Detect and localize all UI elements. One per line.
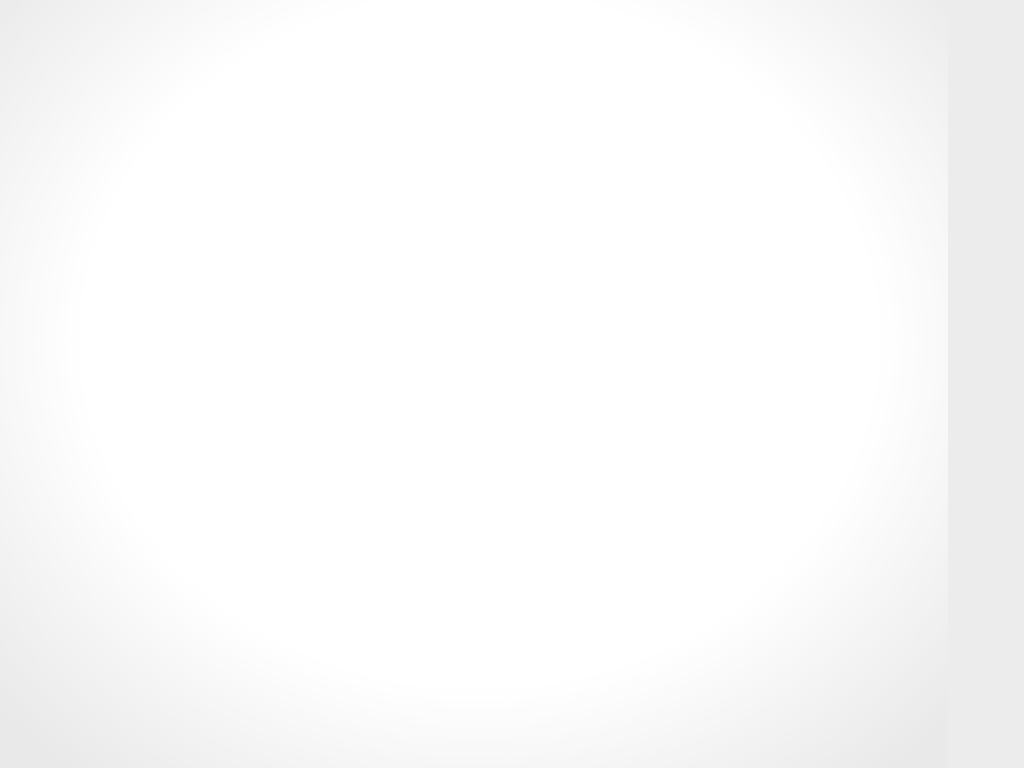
- sidebar-block-accent: [948, 614, 1024, 691]
- bullet-dot-icon: [74, 208, 80, 214]
- sidebar-block-top: [948, 0, 1024, 614]
- decorative-sidebar: [948, 0, 1024, 768]
- bullet-list: [74, 184, 834, 193]
- sidebar-block-bottom: [948, 691, 1024, 768]
- bullet-dot-icon: [74, 199, 80, 205]
